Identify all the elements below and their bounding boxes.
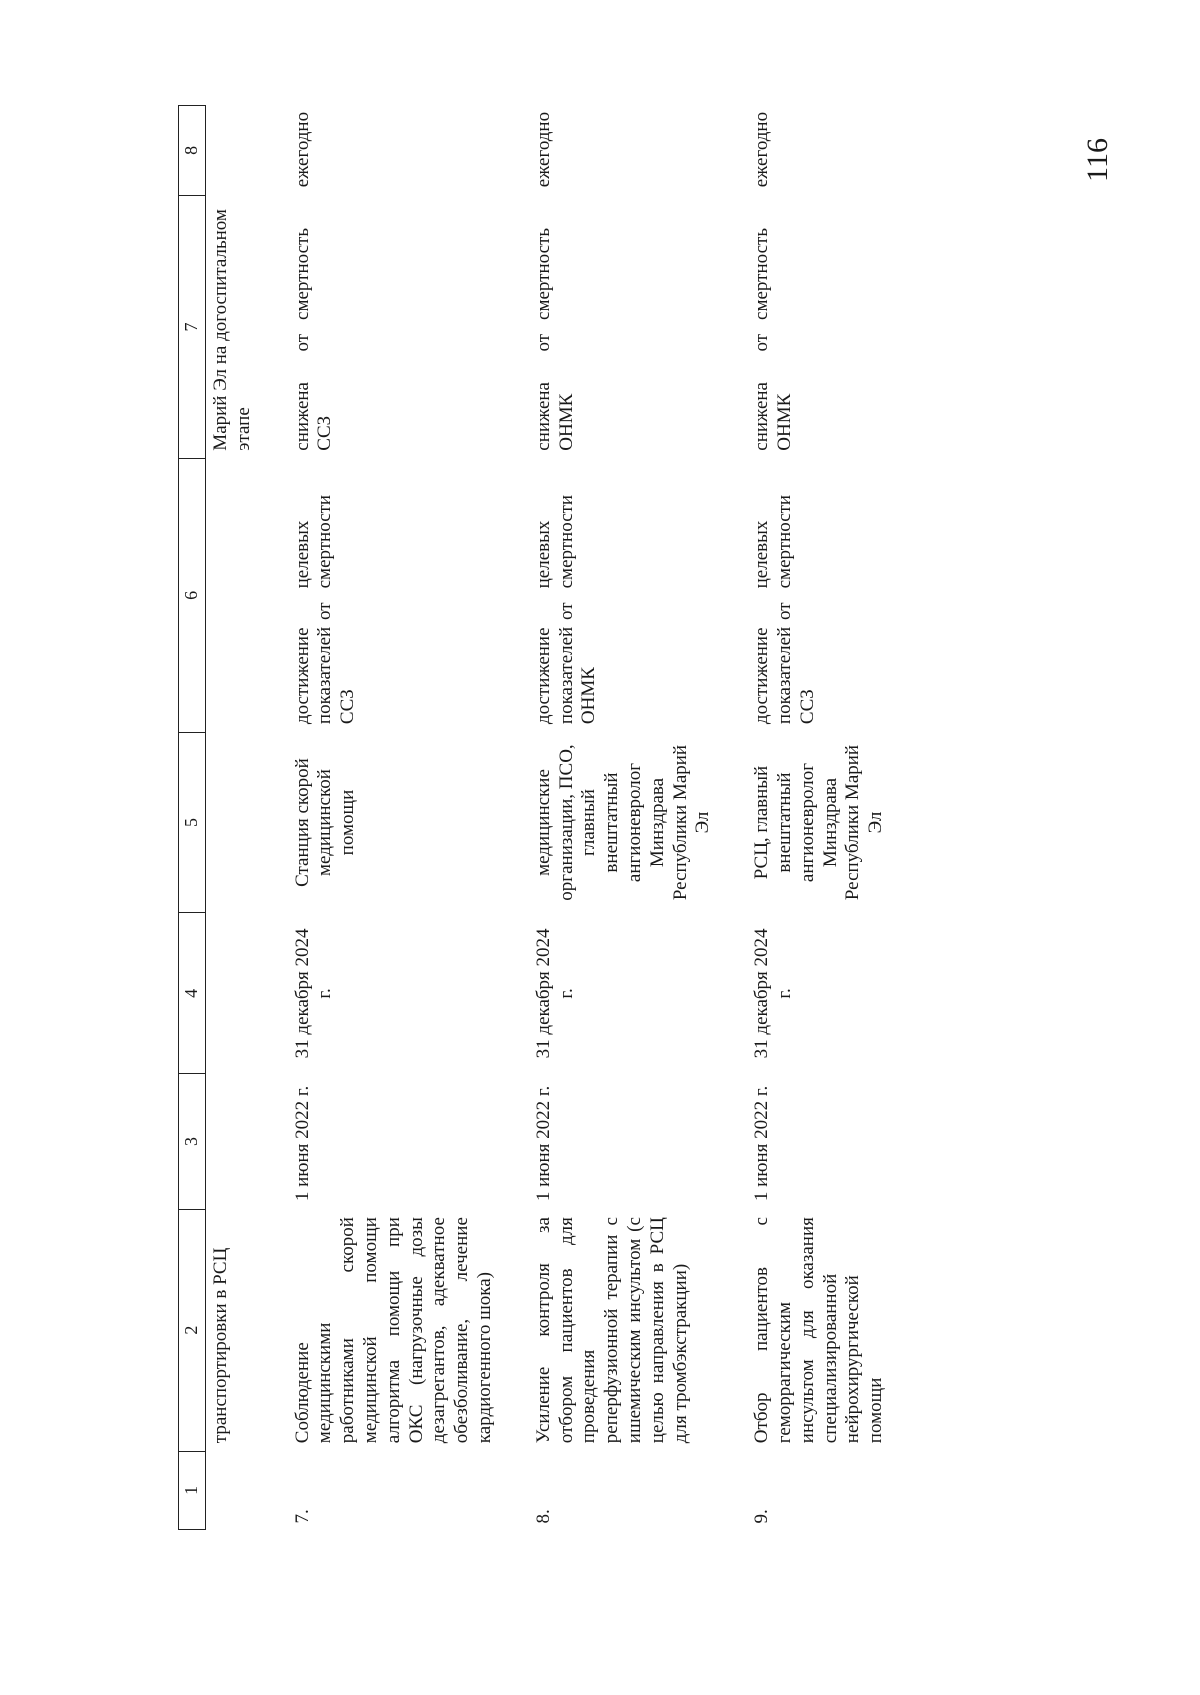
end-date: 31 декабря 2024 г. xyxy=(291,928,336,1059)
indicator-text: целевых смертности xyxy=(291,494,336,589)
indicator-text: достижение показателей от ССЗ xyxy=(291,602,359,725)
target-indicator xyxy=(529,459,721,732)
start-date: 1 июня 2022 г. xyxy=(751,1085,773,1202)
indicator-text: достижение показателей от ССЗ xyxy=(751,602,818,725)
result-text: снижена от ССЗ xyxy=(291,333,336,451)
table-row xyxy=(747,106,894,1530)
end-date: 31 декабря 2024 г. xyxy=(532,928,577,1059)
frequency: ежегодно xyxy=(532,111,554,188)
end-date: 31 декабря 2024 г. xyxy=(751,928,795,1059)
start-date: 1 июня 2022 г. xyxy=(291,1085,313,1202)
event-name: Отбор пациентов с геморрагическим инсультом для оказания специализированной нейрохирургической помощи xyxy=(751,1217,887,1444)
expected-result xyxy=(288,195,503,458)
column-number: 1 xyxy=(179,1451,206,1529)
column-number: 4 xyxy=(179,913,206,1074)
target-indicator xyxy=(288,459,503,732)
rotated-table-container xyxy=(178,105,938,1530)
result-text: смертность xyxy=(751,227,773,320)
result-text: снижена от ОНМК xyxy=(532,333,577,451)
responsible: РСЦ, главный внештатный ангионевролог Минздрава Республики Марий Эл xyxy=(751,744,887,901)
row-number: 9. xyxy=(751,1509,773,1524)
expected-result: Марий Эл на догоспитальном этапе xyxy=(210,209,254,451)
expected-result xyxy=(529,195,721,458)
row-number: 8. xyxy=(532,1509,554,1524)
event-name: транспортировки в РСЦ xyxy=(210,1247,231,1444)
column-number: 6 xyxy=(179,459,206,732)
indicator-text: целевых смертности xyxy=(532,494,577,589)
column-number: 2 xyxy=(179,1209,206,1451)
event-name: Соблюдение медицинскими работниками скорой медицинской помощи алгоритма помощи при ОКС (нагрузочные дозы дезагрегантов, адекватное обезболивание, лечение кардиогенного шока) xyxy=(291,1217,495,1444)
frequency: ежегодно xyxy=(751,111,773,188)
target-indicator xyxy=(747,459,894,732)
result-text: смертность xyxy=(532,227,554,320)
responsible: медицинские организации, ПСО, главный внештатный ангионевролог Минздрава Республики Марий Эл xyxy=(532,744,714,901)
column-number: 8 xyxy=(179,106,206,196)
frequency: ежегодно xyxy=(291,111,313,188)
row-number: 7. xyxy=(291,1509,313,1524)
expected-result xyxy=(747,195,894,458)
continuation-row xyxy=(206,106,262,1530)
start-date: 1 июня 2022 г. xyxy=(532,1085,554,1202)
column-number: 3 xyxy=(179,1074,206,1209)
indicator-text: целевых смертности xyxy=(751,494,795,589)
event-name: Усиление контроля за отбором пациентов для проведения реперфузионной терапии с ишемическим инсультом (с целью направления в РСЦ для тромбэкстракции) xyxy=(532,1217,691,1444)
column-number: 5 xyxy=(179,732,206,913)
plan-table xyxy=(178,105,894,1530)
column-number-header xyxy=(179,106,206,1530)
table-row xyxy=(288,106,503,1530)
column-number: 7 xyxy=(179,195,206,458)
page-number: 116 xyxy=(1081,138,1114,182)
responsible: Станция скорой медицинской помощи xyxy=(291,758,359,887)
result-text: снижена от ОНМК xyxy=(751,333,795,451)
indicator-text: достижение показателей от ОНМК xyxy=(532,602,600,725)
result-text: смертность xyxy=(291,227,313,320)
table-row xyxy=(529,106,721,1530)
